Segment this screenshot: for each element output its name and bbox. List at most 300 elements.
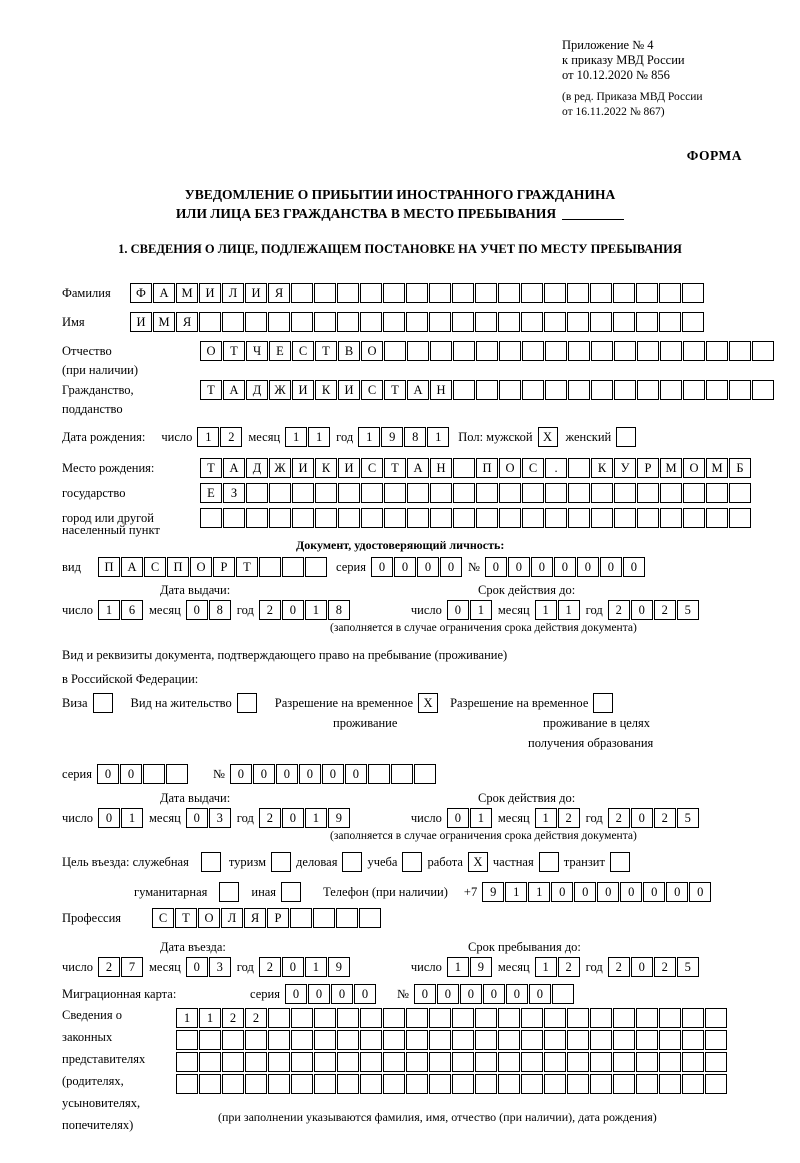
char-cell[interactable] <box>522 508 544 528</box>
char-cell[interactable] <box>544 1008 566 1028</box>
char-cell[interactable] <box>269 483 291 503</box>
char-cell[interactable] <box>568 483 590 503</box>
char-cell[interactable] <box>636 1052 658 1072</box>
char-cell[interactable] <box>498 1052 520 1072</box>
char-cell[interactable] <box>368 764 390 784</box>
char-cell[interactable]: 1 <box>308 427 330 447</box>
char-cell[interactable] <box>544 312 566 332</box>
char-cell[interactable]: 9 <box>470 957 492 977</box>
char-cell[interactable] <box>637 508 659 528</box>
char-cell[interactable]: 1 <box>427 427 449 447</box>
purpose-other-checkbox[interactable] <box>281 882 301 902</box>
char-cell[interactable]: С <box>292 341 314 361</box>
char-cell[interactable] <box>752 380 774 400</box>
doc-valid-day-input[interactable] <box>447 600 493 620</box>
char-cell[interactable]: 0 <box>506 984 528 1004</box>
char-cell[interactable] <box>498 1030 520 1050</box>
char-cell[interactable] <box>292 508 314 528</box>
char-cell[interactable] <box>314 1052 336 1072</box>
char-cell[interactable] <box>521 283 543 303</box>
char-cell[interactable] <box>337 1008 359 1028</box>
char-cell[interactable] <box>544 1074 566 1094</box>
char-cell[interactable]: 1 <box>505 882 527 902</box>
char-cell[interactable] <box>705 1030 727 1050</box>
char-cell[interactable] <box>636 1008 658 1028</box>
char-cell[interactable] <box>545 508 567 528</box>
char-cell[interactable]: К <box>315 380 337 400</box>
char-cell[interactable]: 0 <box>282 600 304 620</box>
char-cell[interactable]: Д <box>246 380 268 400</box>
char-cell[interactable] <box>245 312 267 332</box>
char-cell[interactable]: 8 <box>328 600 350 620</box>
purpose-business-checkbox[interactable] <box>342 852 362 872</box>
char-cell[interactable] <box>590 312 612 332</box>
char-cell[interactable]: 2 <box>608 957 630 977</box>
char-cell[interactable] <box>752 341 774 361</box>
char-cell[interactable]: Л <box>222 283 244 303</box>
char-cell[interactable] <box>383 1074 405 1094</box>
char-cell[interactable]: 1 <box>305 808 327 828</box>
char-cell[interactable]: 0 <box>345 764 367 784</box>
char-cell[interactable]: 9 <box>328 957 350 977</box>
char-cell[interactable] <box>568 508 590 528</box>
char-cell[interactable] <box>476 508 498 528</box>
char-cell[interactable]: Е <box>200 483 222 503</box>
char-cell[interactable]: 1 <box>470 600 492 620</box>
sex-male-checkbox[interactable]: X <box>538 427 558 447</box>
char-cell[interactable] <box>305 557 327 577</box>
char-cell[interactable] <box>636 283 658 303</box>
char-cell[interactable] <box>683 483 705 503</box>
char-cell[interactable] <box>591 341 613 361</box>
legal-rep-input-line-4[interactable] <box>176 1074 728 1094</box>
char-cell[interactable]: М <box>660 458 682 478</box>
char-cell[interactable]: Д <box>246 458 268 478</box>
char-cell[interactable] <box>544 1052 566 1072</box>
char-cell[interactable] <box>613 1074 635 1094</box>
char-cell[interactable] <box>521 1052 543 1072</box>
char-cell[interactable] <box>337 1030 359 1050</box>
char-cell[interactable] <box>259 557 281 577</box>
entry-day-input[interactable] <box>98 957 144 977</box>
char-cell[interactable] <box>453 483 475 503</box>
char-cell[interactable]: 1 <box>197 427 219 447</box>
char-cell[interactable] <box>659 283 681 303</box>
char-cell[interactable] <box>590 1008 612 1028</box>
char-cell[interactable] <box>361 483 383 503</box>
char-cell[interactable] <box>567 1008 589 1028</box>
char-cell[interactable]: О <box>198 908 220 928</box>
permit-issue-day-input[interactable] <box>98 808 144 828</box>
char-cell[interactable] <box>360 283 382 303</box>
char-cell[interactable] <box>268 312 290 332</box>
char-cell[interactable]: 8 <box>404 427 426 447</box>
char-cell[interactable] <box>406 312 428 332</box>
char-cell[interactable]: 0 <box>597 882 619 902</box>
char-cell[interactable] <box>659 1074 681 1094</box>
doc-issue-month-input[interactable] <box>186 600 232 620</box>
char-cell[interactable]: 0 <box>440 557 462 577</box>
char-cell[interactable] <box>476 380 498 400</box>
residence-permit-checkbox[interactable] <box>237 693 257 713</box>
char-cell[interactable]: 0 <box>394 557 416 577</box>
char-cell[interactable]: 0 <box>485 557 507 577</box>
char-cell[interactable] <box>453 508 475 528</box>
char-cell[interactable] <box>291 1074 313 1094</box>
char-cell[interactable]: 5 <box>677 600 699 620</box>
char-cell[interactable]: 1 <box>535 808 557 828</box>
char-cell[interactable] <box>291 1030 313 1050</box>
char-cell[interactable]: Ф <box>130 283 152 303</box>
char-cell[interactable] <box>568 458 590 478</box>
char-cell[interactable] <box>199 1030 221 1050</box>
char-cell[interactable] <box>384 508 406 528</box>
char-cell[interactable] <box>613 1052 635 1072</box>
char-cell[interactable]: 0 <box>623 557 645 577</box>
char-cell[interactable] <box>269 508 291 528</box>
migration-series-input[interactable] <box>285 984 377 1004</box>
char-cell[interactable]: 0 <box>508 557 530 577</box>
char-cell[interactable]: 0 <box>631 808 653 828</box>
char-cell[interactable] <box>452 312 474 332</box>
char-cell[interactable]: П <box>476 458 498 478</box>
char-cell[interactable]: 2 <box>608 808 630 828</box>
char-cell[interactable]: 2 <box>654 808 676 828</box>
char-cell[interactable] <box>314 1074 336 1094</box>
char-cell[interactable] <box>544 1030 566 1050</box>
char-cell[interactable]: Н <box>430 458 452 478</box>
char-cell[interactable]: 0 <box>276 764 298 784</box>
char-cell[interactable] <box>706 483 728 503</box>
char-cell[interactable]: 5 <box>677 808 699 828</box>
char-cell[interactable]: 5 <box>677 957 699 977</box>
char-cell[interactable] <box>166 764 188 784</box>
char-cell[interactable]: С <box>361 380 383 400</box>
char-cell[interactable] <box>338 508 360 528</box>
char-cell[interactable] <box>521 1008 543 1028</box>
char-cell[interactable]: Р <box>267 908 289 928</box>
char-cell[interactable] <box>498 283 520 303</box>
char-cell[interactable]: 2 <box>654 957 676 977</box>
char-cell[interactable]: 0 <box>447 808 469 828</box>
char-cell[interactable] <box>337 1074 359 1094</box>
char-cell[interactable] <box>430 483 452 503</box>
char-cell[interactable]: 0 <box>98 808 120 828</box>
char-cell[interactable] <box>476 483 498 503</box>
char-cell[interactable] <box>660 380 682 400</box>
char-cell[interactable] <box>383 283 405 303</box>
char-cell[interactable]: Е <box>269 341 291 361</box>
char-cell[interactable] <box>383 1052 405 1072</box>
char-cell[interactable]: 2 <box>558 957 580 977</box>
char-cell[interactable]: 1 <box>535 600 557 620</box>
char-cell[interactable] <box>682 1030 704 1050</box>
char-cell[interactable] <box>383 1030 405 1050</box>
char-cell[interactable]: 0 <box>447 600 469 620</box>
char-cell[interactable]: Ж <box>269 380 291 400</box>
char-cell[interactable]: Т <box>223 341 245 361</box>
char-cell[interactable]: Т <box>200 458 222 478</box>
char-cell[interactable] <box>682 1052 704 1072</box>
char-cell[interactable]: 1 <box>528 882 550 902</box>
char-cell[interactable] <box>268 1030 290 1050</box>
char-cell[interactable] <box>498 312 520 332</box>
char-cell[interactable]: 0 <box>285 984 307 1004</box>
char-cell[interactable]: 1 <box>176 1008 198 1028</box>
char-cell[interactable] <box>223 508 245 528</box>
char-cell[interactable]: О <box>361 341 383 361</box>
char-cell[interactable] <box>222 1052 244 1072</box>
char-cell[interactable] <box>143 764 165 784</box>
char-cell[interactable] <box>290 908 312 928</box>
char-cell[interactable] <box>383 1008 405 1028</box>
char-cell[interactable]: Б <box>729 458 751 478</box>
char-cell[interactable]: 0 <box>460 984 482 1004</box>
char-cell[interactable]: И <box>130 312 152 332</box>
char-cell[interactable] <box>414 764 436 784</box>
char-cell[interactable] <box>683 508 705 528</box>
char-cell[interactable] <box>453 341 475 361</box>
char-cell[interactable] <box>291 312 313 332</box>
char-cell[interactable] <box>552 984 574 1004</box>
char-cell[interactable]: П <box>167 557 189 577</box>
char-cell[interactable] <box>452 1052 474 1072</box>
char-cell[interactable] <box>315 508 337 528</box>
char-cell[interactable] <box>522 483 544 503</box>
char-cell[interactable] <box>637 341 659 361</box>
stay-year-input[interactable] <box>608 957 700 977</box>
purpose-work-checkbox[interactable]: X <box>468 852 488 872</box>
char-cell[interactable]: З <box>223 483 245 503</box>
char-cell[interactable] <box>729 483 751 503</box>
char-cell[interactable] <box>544 283 566 303</box>
char-cell[interactable] <box>636 1074 658 1094</box>
patronymic-input[interactable] <box>200 341 775 361</box>
char-cell[interactable] <box>705 1074 727 1094</box>
char-cell[interactable] <box>659 312 681 332</box>
char-cell[interactable] <box>475 1074 497 1094</box>
char-cell[interactable]: М <box>706 458 728 478</box>
char-cell[interactable] <box>407 483 429 503</box>
char-cell[interactable] <box>222 1030 244 1050</box>
char-cell[interactable] <box>475 1008 497 1028</box>
char-cell[interactable] <box>407 341 429 361</box>
char-cell[interactable]: 1 <box>121 808 143 828</box>
char-cell[interactable]: А <box>407 458 429 478</box>
temp-residence-checkbox[interactable]: X <box>418 693 438 713</box>
char-cell[interactable]: М <box>153 312 175 332</box>
char-cell[interactable] <box>406 1074 428 1094</box>
char-cell[interactable]: Т <box>200 380 222 400</box>
char-cell[interactable]: И <box>338 458 360 478</box>
char-cell[interactable] <box>613 312 635 332</box>
purpose-study-checkbox[interactable] <box>402 852 422 872</box>
char-cell[interactable] <box>360 1030 382 1050</box>
char-cell[interactable] <box>659 1030 681 1050</box>
char-cell[interactable] <box>706 341 728 361</box>
char-cell[interactable]: С <box>361 458 383 478</box>
char-cell[interactable]: И <box>199 283 221 303</box>
char-cell[interactable] <box>360 1052 382 1072</box>
char-cell[interactable] <box>568 380 590 400</box>
char-cell[interactable]: 0 <box>97 764 119 784</box>
char-cell[interactable] <box>222 312 244 332</box>
char-cell[interactable] <box>545 341 567 361</box>
char-cell[interactable]: 1 <box>358 427 380 447</box>
char-cell[interactable]: Я <box>176 312 198 332</box>
char-cell[interactable] <box>337 312 359 332</box>
char-cell[interactable] <box>406 283 428 303</box>
char-cell[interactable] <box>430 341 452 361</box>
char-cell[interactable] <box>475 1030 497 1050</box>
char-cell[interactable] <box>291 1052 313 1072</box>
char-cell[interactable]: 0 <box>620 882 642 902</box>
char-cell[interactable]: 0 <box>689 882 711 902</box>
char-cell[interactable] <box>337 1052 359 1072</box>
char-cell[interactable]: 2 <box>654 600 676 620</box>
char-cell[interactable]: Т <box>175 908 197 928</box>
char-cell[interactable]: . <box>545 458 567 478</box>
surname-input[interactable] <box>130 283 705 303</box>
char-cell[interactable] <box>614 508 636 528</box>
char-cell[interactable]: В <box>338 341 360 361</box>
char-cell[interactable] <box>313 908 335 928</box>
phone-input[interactable] <box>482 882 712 902</box>
purpose-humanitarian-checkbox[interactable] <box>219 882 239 902</box>
char-cell[interactable]: 0 <box>574 882 596 902</box>
char-cell[interactable]: С <box>152 908 174 928</box>
char-cell[interactable] <box>291 283 313 303</box>
char-cell[interactable]: 0 <box>414 984 436 1004</box>
doc-issue-day-input[interactable] <box>98 600 144 620</box>
char-cell[interactable]: 0 <box>331 984 353 1004</box>
char-cell[interactable] <box>384 341 406 361</box>
char-cell[interactable] <box>613 1008 635 1028</box>
char-cell[interactable] <box>406 1008 428 1028</box>
doc-series-input[interactable] <box>371 557 463 577</box>
birthplace-input-line-1[interactable] <box>200 458 752 478</box>
char-cell[interactable]: 1 <box>305 957 327 977</box>
char-cell[interactable]: И <box>245 283 267 303</box>
purpose-service-checkbox[interactable] <box>201 852 221 872</box>
char-cell[interactable] <box>452 1030 474 1050</box>
char-cell[interactable]: Р <box>213 557 235 577</box>
char-cell[interactable] <box>282 557 304 577</box>
char-cell[interactable] <box>705 1052 727 1072</box>
char-cell[interactable] <box>360 1008 382 1028</box>
sex-female-checkbox[interactable] <box>616 427 636 447</box>
char-cell[interactable] <box>521 1074 543 1094</box>
char-cell[interactable]: 1 <box>535 957 557 977</box>
char-cell[interactable]: 0 <box>577 557 599 577</box>
char-cell[interactable] <box>268 1008 290 1028</box>
profession-input[interactable] <box>152 908 382 928</box>
char-cell[interactable]: 0 <box>299 764 321 784</box>
permit-valid-year-input[interactable] <box>608 808 700 828</box>
char-cell[interactable] <box>176 1074 198 1094</box>
char-cell[interactable]: 0 <box>282 957 304 977</box>
char-cell[interactable]: С <box>522 458 544 478</box>
char-cell[interactable] <box>590 1030 612 1050</box>
char-cell[interactable] <box>499 483 521 503</box>
char-cell[interactable] <box>614 483 636 503</box>
char-cell[interactable] <box>430 508 452 528</box>
permit-valid-month-input[interactable] <box>535 808 581 828</box>
birthplace-input-line-2[interactable] <box>200 483 752 503</box>
char-cell[interactable]: 3 <box>209 808 231 828</box>
char-cell[interactable] <box>359 908 381 928</box>
char-cell[interactable] <box>682 1008 704 1028</box>
char-cell[interactable]: О <box>200 341 222 361</box>
char-cell[interactable]: Т <box>236 557 258 577</box>
char-cell[interactable] <box>591 380 613 400</box>
char-cell[interactable] <box>568 341 590 361</box>
char-cell[interactable] <box>429 283 451 303</box>
char-cell[interactable]: 9 <box>381 427 403 447</box>
char-cell[interactable]: О <box>499 458 521 478</box>
char-cell[interactable] <box>498 1008 520 1028</box>
char-cell[interactable] <box>429 1074 451 1094</box>
char-cell[interactable]: 0 <box>354 984 376 1004</box>
char-cell[interactable] <box>636 1030 658 1050</box>
char-cell[interactable]: 1 <box>199 1008 221 1028</box>
char-cell[interactable]: 0 <box>120 764 142 784</box>
char-cell[interactable] <box>590 1052 612 1072</box>
char-cell[interactable] <box>659 1008 681 1028</box>
char-cell[interactable]: Ж <box>269 458 291 478</box>
char-cell[interactable]: А <box>153 283 175 303</box>
purpose-private-checkbox[interactable] <box>539 852 559 872</box>
char-cell[interactable]: 0 <box>554 557 576 577</box>
permit-issue-year-input[interactable] <box>259 808 351 828</box>
char-cell[interactable]: 0 <box>230 764 252 784</box>
char-cell[interactable] <box>522 341 544 361</box>
char-cell[interactable]: 8 <box>209 600 231 620</box>
char-cell[interactable] <box>199 312 221 332</box>
char-cell[interactable]: 1 <box>447 957 469 977</box>
char-cell[interactable]: Я <box>268 283 290 303</box>
char-cell[interactable] <box>475 1052 497 1072</box>
char-cell[interactable] <box>360 312 382 332</box>
char-cell[interactable] <box>453 458 475 478</box>
char-cell[interactable] <box>314 1008 336 1028</box>
migration-number-input[interactable] <box>414 984 575 1004</box>
char-cell[interactable]: Т <box>315 341 337 361</box>
char-cell[interactable] <box>291 1008 313 1028</box>
char-cell[interactable]: К <box>591 458 613 478</box>
char-cell[interactable] <box>567 312 589 332</box>
char-cell[interactable] <box>705 1008 727 1028</box>
char-cell[interactable]: О <box>190 557 212 577</box>
char-cell[interactable]: 0 <box>529 984 551 1004</box>
char-cell[interactable] <box>453 380 475 400</box>
char-cell[interactable]: 2 <box>259 957 281 977</box>
char-cell[interactable] <box>475 312 497 332</box>
char-cell[interactable]: 0 <box>600 557 622 577</box>
char-cell[interactable] <box>706 380 728 400</box>
char-cell[interactable]: А <box>223 380 245 400</box>
char-cell[interactable]: 0 <box>308 984 330 1004</box>
char-cell[interactable]: 0 <box>186 808 208 828</box>
char-cell[interactable] <box>429 1052 451 1072</box>
char-cell[interactable]: 1 <box>558 600 580 620</box>
char-cell[interactable] <box>659 1052 681 1072</box>
char-cell[interactable]: А <box>121 557 143 577</box>
char-cell[interactable]: 0 <box>631 600 653 620</box>
char-cell[interactable]: 0 <box>186 600 208 620</box>
char-cell[interactable]: 2 <box>222 1008 244 1028</box>
char-cell[interactable]: 1 <box>305 600 327 620</box>
